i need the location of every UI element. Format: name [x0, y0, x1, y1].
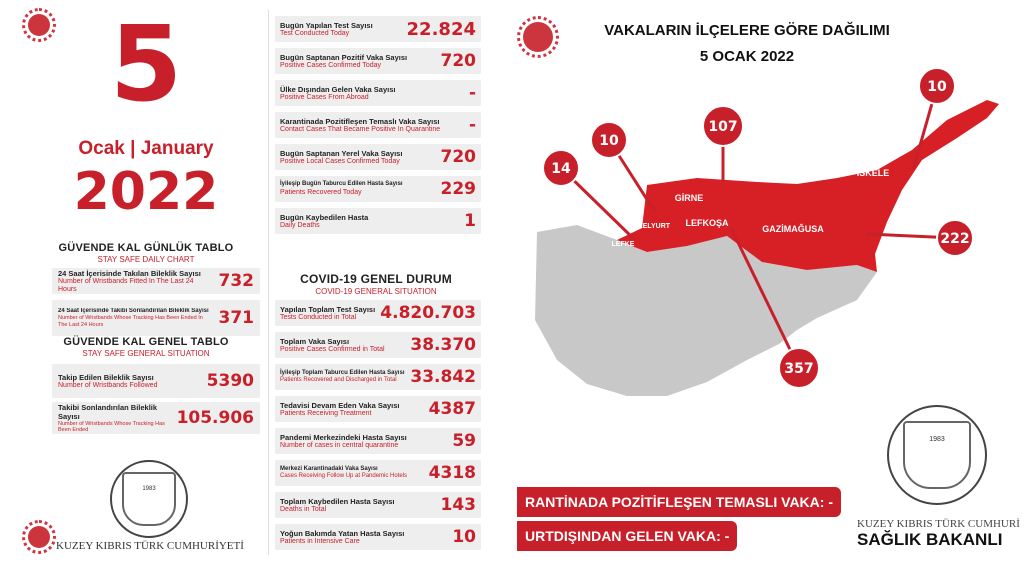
district-label: GİRNE — [674, 193, 704, 203]
stat-positive-today: Bugün Saptanan Pozitif Vaka Sayısı Positive Cases Confirmed Today 720 — [275, 48, 481, 74]
district-count: 222 — [940, 231, 970, 247]
stat-central-quarantine: Merkezi Karantinadaki Vaka Sayısı Cases Receiving Follow Up at Pandemic Hotels 4318 — [275, 460, 481, 486]
stat-quarantine-contacts: Karantinada Pozitifleşen Temaslı Vaka Sayısı Contact Cases That Became Positive In Quarantine - — [275, 112, 481, 138]
stat-wristbands-followed: Takip Edilen Bileklik Sayısı Number of Wristbands Followed 5390 — [52, 364, 260, 398]
stat-recovered-today: İyileşip Bugün Taburcu Edilen Hasta Sayısı Patients Recovered Today 229 — [275, 176, 481, 202]
stat-wristbands-ended: 24 Saat İçerisinde Takibi Sonlandırılan Bileklik Sayısı Number of Wristbands Whose Tracking Has Been Ended In The Last 24 Hours 371 — [52, 300, 260, 336]
stat-local-today: Bugün Saptanan Yerel Vaka Sayısı Positive Local Cases Confirmed Today 720 — [275, 144, 481, 170]
general-chart-heading: GÜVENDE KAL GENEL TABLO STAY SAFE GENERAL SITUATION — [63, 336, 229, 358]
year-label: 2022 — [73, 162, 219, 222]
stat-cases-abroad: Ülke Dışından Gelen Vaka Sayısı Positive Cases From Abroad - — [275, 80, 481, 106]
stat-wristbands-tracking-ended: Takibi Sonlandırılan Bileklik Sayısı Number of Wristbands Whose Tracking Has Been Ended 105.906 — [52, 402, 260, 434]
stat-total-recovered: İyileşip Toplam Taburcu Edilen Hasta Sayısı Patients Recovered and Discharged in Total 33.842 — [275, 364, 481, 390]
district-count: 357 — [784, 361, 814, 377]
month-label: Ocak | January — [78, 138, 214, 159]
quarantine-banner: RANTİNADA POZİTİFLEŞEN TEMASLI VAKA: - — [517, 487, 841, 517]
stat-tests-today: Bugün Yapılan Test Sayısı Test Conducted Today 22.824 — [275, 16, 481, 42]
stat-under-treatment: Tedavisi Devam Eden Vaka Sayısı Patients Receiving Treatment 4387 — [275, 396, 481, 422]
district-count: 107 — [708, 119, 738, 135]
panel-divider — [483, 0, 517, 573]
daily-chart-heading: GÜVENDE KAL GÜNLÜK TABLO STAY SAFE DAILY CHART — [58, 242, 234, 264]
district-count: 10 — [927, 79, 947, 95]
stat-total-cases: Toplam Vaka Sayısı Positive Cases Confirmed in Total 38.370 — [275, 332, 481, 358]
state-emblem-icon: 1983 — [110, 460, 188, 538]
district-label: LEFKOŞA — [685, 218, 729, 228]
district-label: GAZİMAĞUSA — [762, 224, 824, 234]
district-map-panel — [517, 0, 1024, 573]
daily-summary-panel — [22, 3, 270, 555]
abroad-banner: URTDIŞINDAN GELEN VAKA: - — [517, 521, 737, 551]
stat-pandemic-center: Pandemi Merkezindeki Hasta Sayısı Number of cases in central quarantine 59 — [275, 428, 481, 454]
district-count: 14 — [551, 161, 571, 177]
state-emblem-icon: 1983 — [887, 405, 987, 505]
district-label: LEFKE — [611, 241, 635, 248]
district-label: GÜZELYURT — [627, 223, 671, 230]
stat-total-tests: Yapılan Toplam Test Sayısı Tests Conducted in Total 4.820.703 — [275, 300, 481, 326]
covid-stats-panel — [268, 10, 483, 555]
map-date: 5 OCAK 2022 — [699, 48, 795, 65]
district-label: İSKELE — [856, 168, 890, 178]
day-number: 5 — [109, 3, 183, 125]
map-title: VAKALARIN İLÇELERE GÖRE DAĞILIMI — [604, 22, 890, 39]
general-situation-heading: COVID-19 GENEL DURUM COVID-19 GENERAL SITUATION — [300, 272, 452, 296]
stat-deaths-today: Bugün Kaybedilen Hasta Daily Deaths 1 — [275, 208, 481, 234]
ministry-line2: SAĞLIK BAKANLI — [857, 530, 1003, 549]
stat-wristbands-fitted: 24 Saat İçerisinde Takılan Bileklik Sayısı Number of Wristbands Fitted In The Last 24 Hours 732 — [52, 268, 260, 294]
republic-footer: KUZEY KIBRIS TÜRK CUMHURİYETİ — [56, 540, 244, 552]
stat-intensive-care: Yoğun Bakımda Yatan Hasta Sayısı Patients in Intensive Care 10 — [275, 524, 481, 550]
district-count: 10 — [599, 133, 619, 149]
stat-total-deaths: Toplam Kaybedilen Hasta Sayısı Deaths in Total 143 — [275, 492, 481, 518]
ministry-line1: KUZEY KIBRIS TÜRK CUMHURİ — [857, 518, 1020, 530]
virus-icon — [28, 526, 50, 548]
